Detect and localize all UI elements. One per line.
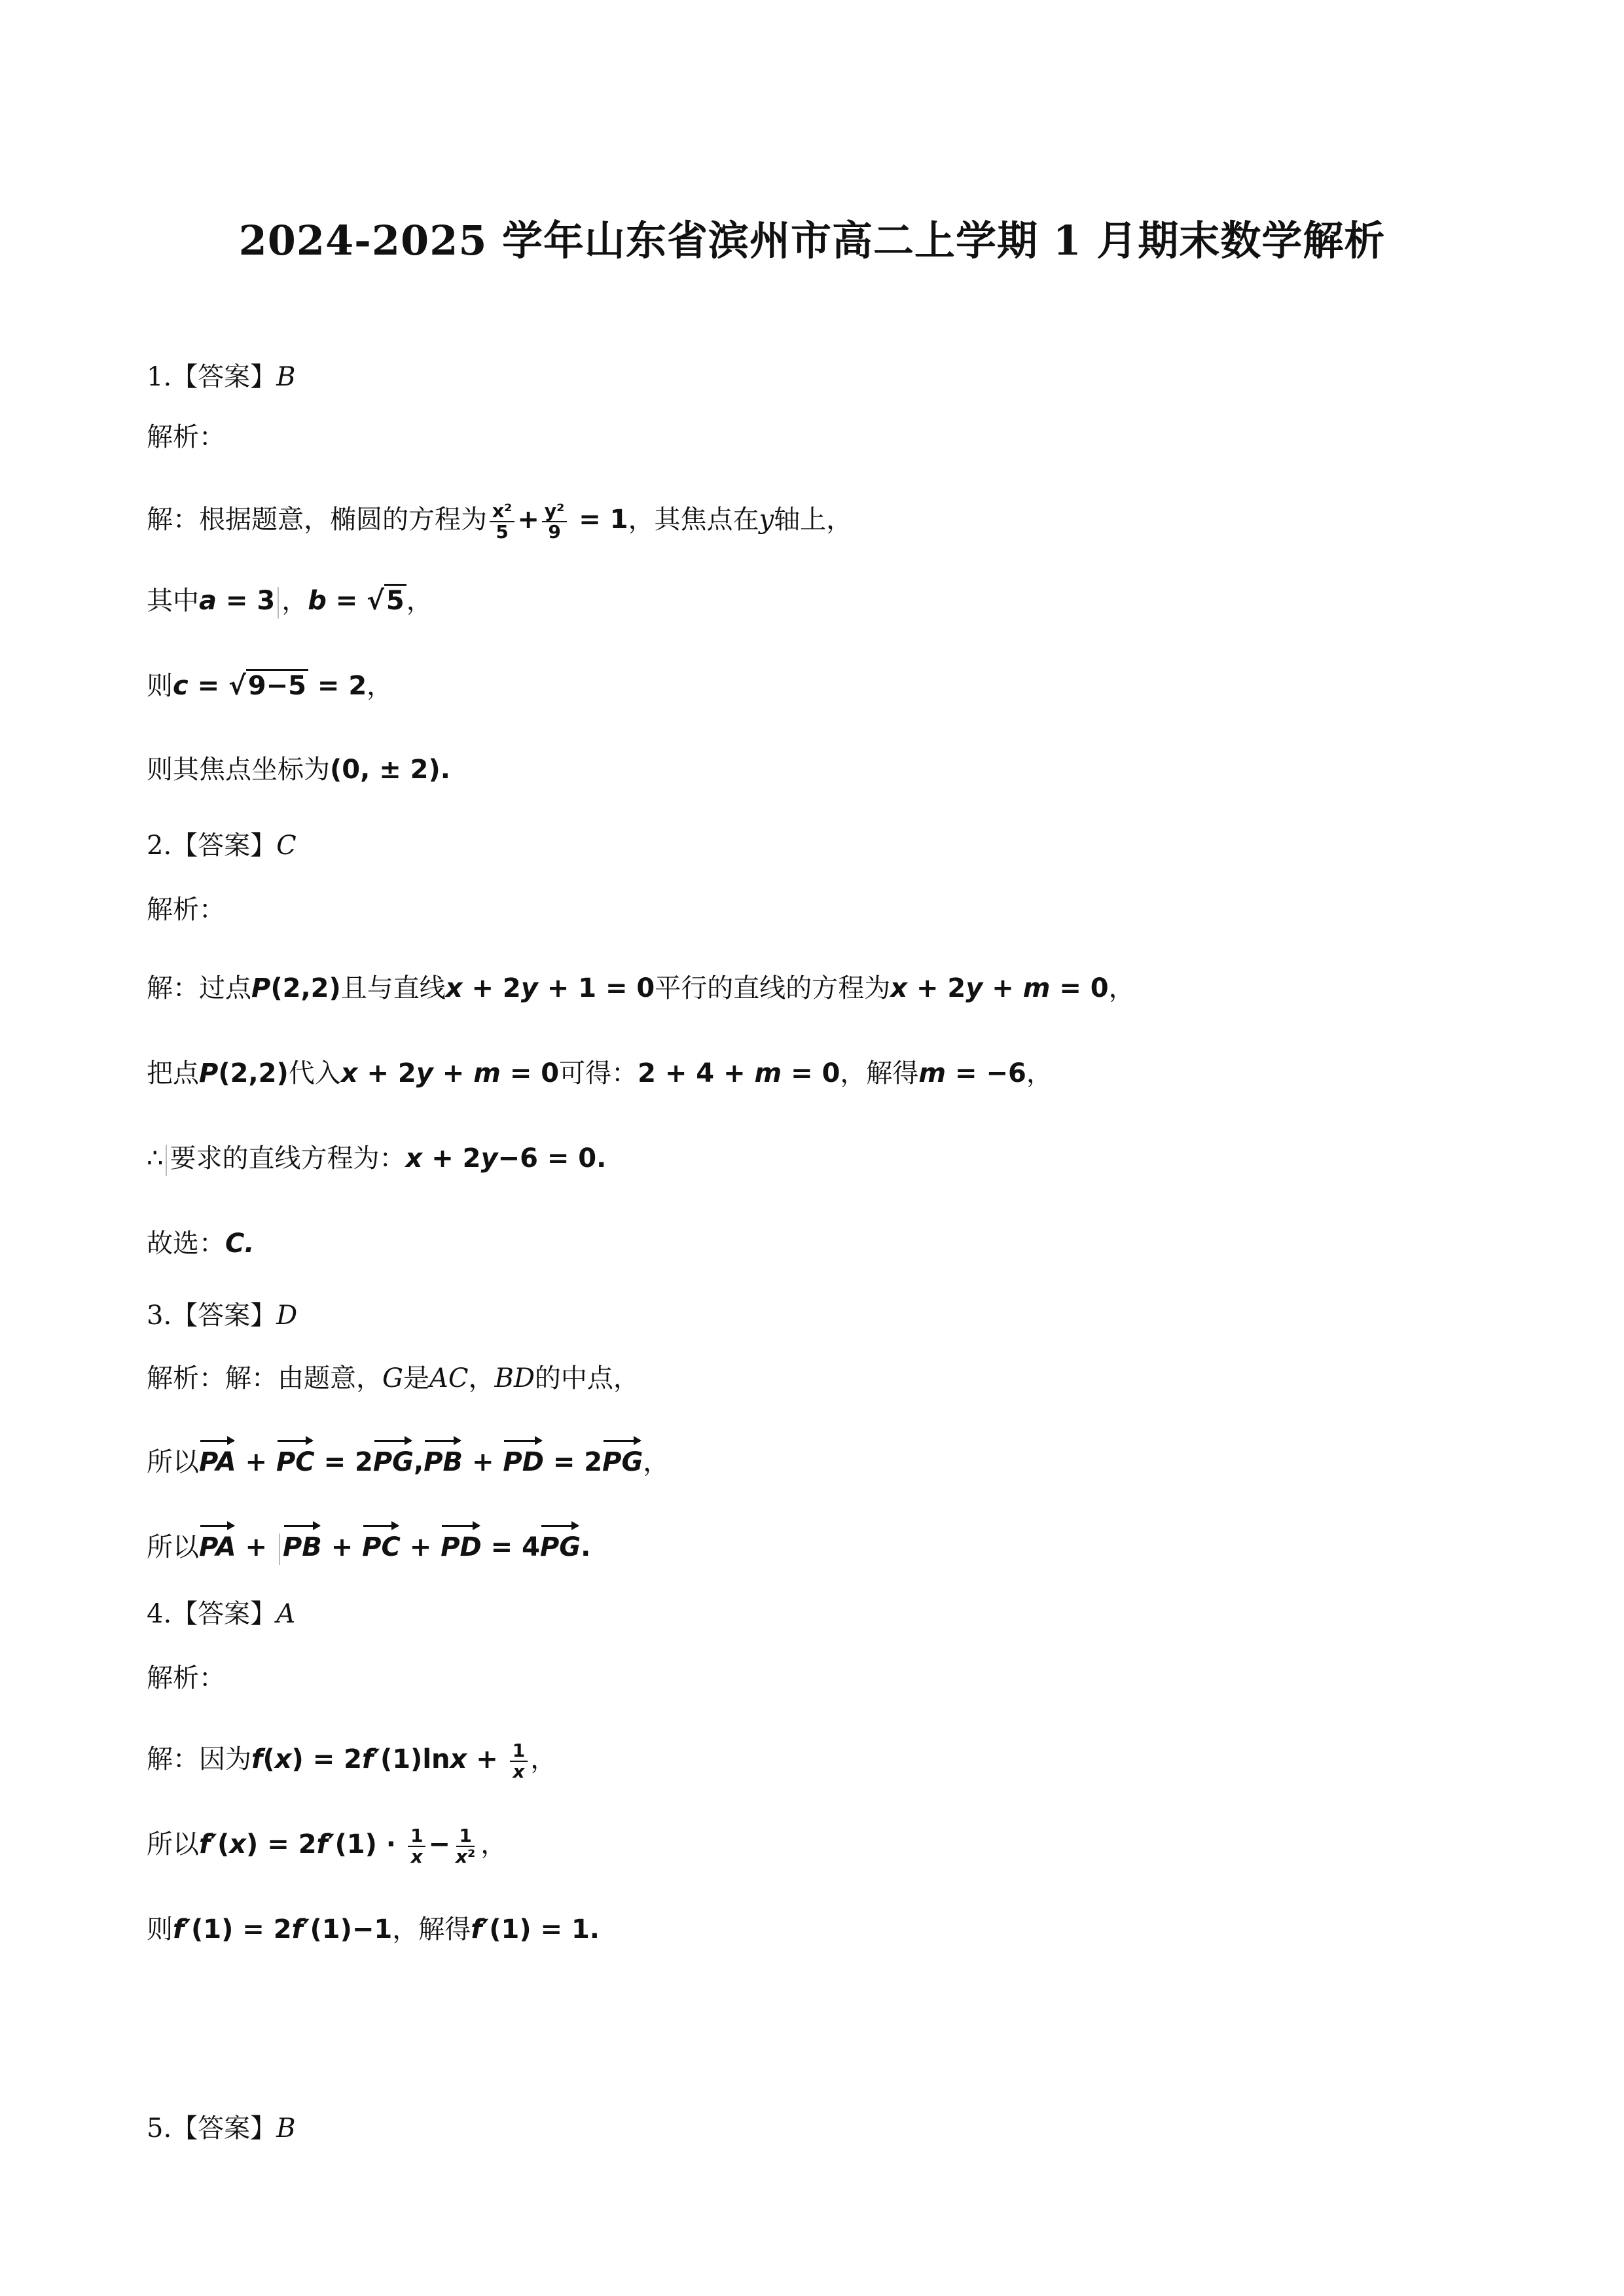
q4-analysis-label: 解析： bbox=[147, 1663, 225, 1693]
answer-label: 【答案】 bbox=[171, 362, 277, 392]
q5-answer-line: 5.【答案】B bbox=[147, 2113, 296, 2144]
q1-step-3: 则c = √9−5 = 2， bbox=[147, 666, 393, 706]
q1-frac-x: $\frac{\text{x²}}{5}$ bbox=[490, 501, 514, 542]
q1-step-1: 解：根据题意，椭圆的方程为 $\frac{\text{x²}}{5}$ + $\frac{\text{y²}}{9}$ = 1，其焦点在y轴上， bbox=[147, 500, 853, 543]
q4-step-1: 解：因为f(x) = 2f′(1)lnx + $\frac{1}{x}$ ， bbox=[147, 1740, 557, 1782]
q1-answer: B bbox=[276, 362, 296, 392]
q1-step-4: 则其焦点坐标为(0, ± 2). bbox=[147, 755, 450, 785]
q2-step-1: 解：过点P(2,2)且与直线x + 2y + 1 = 0平行的直线的方程为x + 2y + m = 0， bbox=[147, 973, 1135, 1003]
q1-answer-line bbox=[147, 357, 296, 397]
q3-step-3: 所以PA + PB + PC + PD = 4PG. bbox=[147, 1522, 590, 1567]
q1-frac-y: $\frac{\text{y²}}{9}$ bbox=[542, 501, 568, 542]
q3-answer-line: 3.【答案】D bbox=[147, 1300, 298, 1331]
page-title: 2024-2025 学年山东省滨州市高二上学期 1 月期末数学解析 bbox=[238, 217, 1386, 264]
q1-analysis-label: 解析： bbox=[147, 422, 225, 452]
q2-step-2: 把点P(2,2)代入x + 2y + m = 0可得：2 + 4 + m = 0，解得m = −6， bbox=[147, 1058, 1053, 1088]
q4-step-2: 所以f′(x) = 2f′(1) · $\frac{1}{x}$ − $\frac{1}{\text{x²}}$ ， bbox=[147, 1825, 507, 1867]
q4-step-3: 则f′(1) = 2f′(1)−1，解得f′(1) = 1. bbox=[147, 1914, 600, 1945]
q1-step-2: 其中a = 3 ，b = √5， bbox=[147, 581, 433, 620]
q4-answer-line: 4.【答案】A bbox=[147, 1599, 296, 1629]
q2-answer-line: 2.【答案】C bbox=[147, 831, 297, 861]
q3-step-1: 解析：解：由题意，G是AC，BD的中点， bbox=[147, 1363, 640, 1393]
q3-step-2: 所以PA + PC = 2PG,PB + PD = 2PG， bbox=[147, 1437, 669, 1482]
q2-step-3: ∴ 要求的直线方程为：x + 2y−6 = 0. bbox=[147, 1139, 606, 1178]
q2-step-4: 故选：C. bbox=[147, 1229, 255, 1259]
q1-number: 1. bbox=[147, 362, 172, 392]
q2-analysis-label: 解析： bbox=[147, 895, 225, 925]
